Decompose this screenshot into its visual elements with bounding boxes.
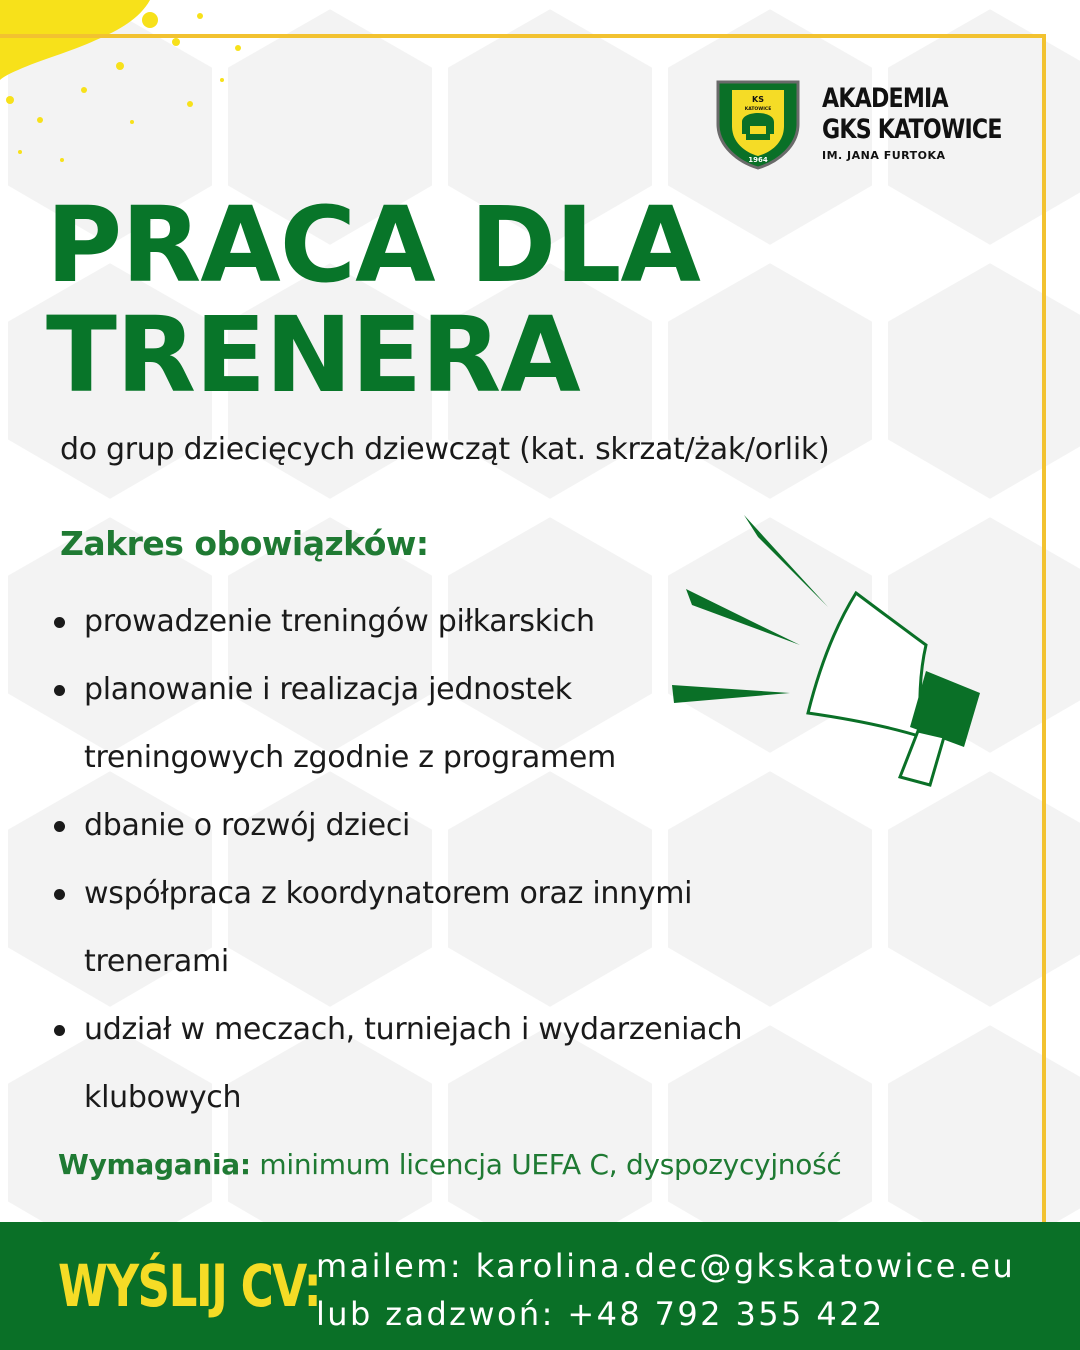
footer-bar — [0, 1222, 1080, 1350]
duty-text: planowanie i realizacja jednostek treningowych zgodnie z programem — [84, 672, 616, 775]
bullet-icon — [54, 685, 65, 696]
send-cv-heading: WYŚLIJ CV: — [58, 1252, 321, 1320]
logo-line-club-name: GKS KATOWICE — [822, 113, 1002, 145]
contact-phone[interactable]: lub zadzwoń: +48 792 355 422 — [316, 1295, 885, 1333]
bullet-icon — [54, 821, 65, 832]
paint-splash — [0, 0, 280, 190]
duty-text: udział w meczach, turniejach i wydarzeniach klubowych — [84, 1012, 743, 1115]
frame-right-border — [1042, 34, 1046, 1224]
requirements — [58, 1148, 841, 1181]
duty-text: prowadzenie treningów piłkarskich — [84, 604, 595, 639]
crest-year-text: 1964 — [748, 156, 768, 164]
logo-line-patron: IM. JANA FURTOKA — [822, 148, 946, 162]
crest-sub-text: KATOWICE — [744, 107, 772, 112]
bullet-icon — [54, 889, 65, 900]
title-line-1: PRACA DLA — [46, 184, 700, 306]
requirements-label: Wymagania: — [58, 1148, 251, 1181]
subtitle: do grup dziecięcych dziewcząt (kat. skrzat/żak/orlik) — [60, 432, 830, 467]
title-line-2: TRENERA — [46, 294, 580, 416]
club-crest-icon — [712, 78, 804, 170]
list-item — [52, 996, 812, 1132]
contact-info — [316, 1242, 1015, 1338]
frame-top-border — [0, 34, 1046, 38]
crest-top-text: KS — [752, 95, 764, 104]
bullet-icon — [54, 617, 65, 628]
page-title — [46, 184, 700, 416]
requirements-text: minimum licencja UEFA C, dyspozycyjność — [259, 1148, 842, 1181]
list-item — [52, 860, 792, 996]
list-item — [52, 792, 812, 860]
contact-email[interactable]: mailem: karolina.dec@gkskatowice.eu — [316, 1247, 1016, 1285]
club-logo — [712, 78, 1041, 170]
list-item — [52, 656, 672, 792]
logo-line-akademia: AKADEMIA — [822, 82, 948, 114]
megaphone-icon — [660, 505, 1000, 795]
duty-text: dbanie o rozwój dzieci — [84, 808, 411, 843]
duties-heading: Zakres obowiązków: — [60, 524, 429, 563]
bullet-icon — [54, 1025, 65, 1036]
duty-text: współpraca z koordynatorem oraz innymi trenerami — [84, 876, 693, 979]
